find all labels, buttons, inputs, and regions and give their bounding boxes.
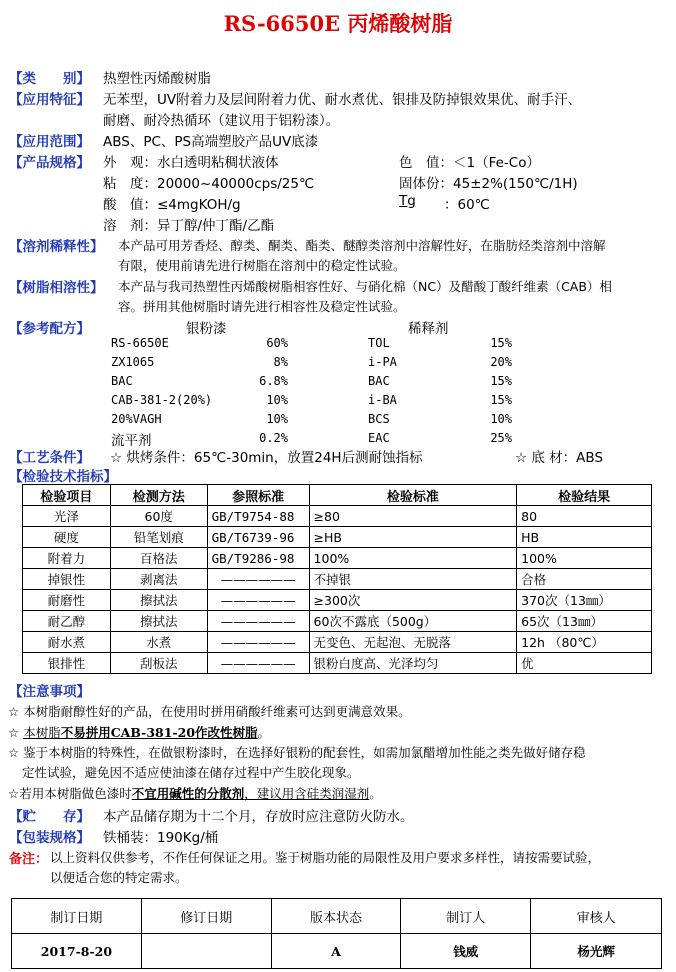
- test-result: 80: [517, 506, 652, 527]
- table-header: 参照标准: [207, 485, 309, 506]
- test-item: 光泽: [23, 506, 111, 527]
- formula-right-name: BCS: [368, 412, 390, 426]
- page-title: RS-6650E 丙烯酸树脂: [223, 11, 453, 36]
- test-label: 【检验技术指标】: [9, 469, 117, 485]
- note-2-e: 。: [257, 725, 271, 740]
- process-substrate: ☆ 底 材：ABS: [515, 450, 604, 466]
- specs-label: 【产品规格】: [9, 155, 90, 171]
- signoff-value-row: [12, 934, 662, 969]
- table-header: 检测方法: [110, 485, 207, 506]
- test-ref: GB/T6739-96: [207, 527, 309, 548]
- dilution-line2: 有限，使用前请先进行树脂在溶剂中的稳定性试验。: [118, 258, 406, 273]
- formula-left-head: 银粉漆: [186, 321, 227, 337]
- formula-left-amount: 0.2%: [259, 431, 288, 445]
- test-method: 刮板法: [110, 653, 207, 674]
- signoff-date: 2017-8-20: [12, 934, 142, 969]
- test-result: 100%: [517, 548, 652, 569]
- formula-right-name: EAC: [368, 431, 390, 445]
- test-standard: ≥HB: [309, 527, 517, 548]
- features-label: 【应用特征】: [9, 92, 90, 108]
- table-row: [23, 569, 652, 590]
- formula-left-amount: 8%: [273, 355, 288, 369]
- table-row: [23, 527, 652, 548]
- formula-right-name: i-BA: [368, 393, 397, 407]
- test-result: HB: [517, 527, 652, 548]
- test-ref: ——————: [207, 632, 309, 653]
- process-bake: ☆ 烘烤条件：65℃-30min，放置24H后测耐蚀指标: [110, 450, 423, 466]
- formula-right-amount: 20%: [490, 355, 512, 369]
- test-item: 耐水煮: [23, 632, 111, 653]
- compat-label: 【树脂相溶性】: [9, 280, 104, 296]
- test-standard: ≥300次: [309, 590, 517, 611]
- test-standard: 100%: [309, 548, 517, 569]
- formula-left-name: RS-6650E: [111, 336, 169, 350]
- test-method: 擦拭法: [110, 590, 207, 611]
- test-ref: ——————: [207, 611, 309, 632]
- remark-line1: 以上资料仅供参考，不作任何保证之用。鉴于树脂功能的局限性及用户要求多样性，请按需要试验，: [50, 850, 601, 865]
- signoff-header: 制订人: [401, 899, 531, 934]
- test-method: 水煮: [110, 632, 207, 653]
- test-standard: 不掉银: [309, 569, 517, 590]
- scope-value: ABS、PC、PS高端塑胶产品UV底漆: [103, 134, 319, 150]
- test-ref: GB/T9754-88: [207, 506, 309, 527]
- signoff-version: A: [271, 934, 401, 969]
- spec-solvent: 溶 剂：异丁醇/仲丁酯/乙酯: [103, 218, 275, 234]
- table-header: 检验标准: [309, 485, 517, 506]
- scope-label: 【应用范围】: [9, 134, 90, 150]
- dilution-label: 【溶剂稀释性】: [9, 239, 104, 255]
- test-item: 掉银性: [23, 569, 111, 590]
- table-header: 检验项目: [23, 485, 111, 506]
- note-3-line1: ☆ 鉴于本树脂的特殊性，在做银粉漆时，在选择好银粉的配套性，如需加氯醋增加性能之类先做好储存稳: [8, 745, 586, 760]
- test-item: 硬度: [23, 527, 111, 548]
- test-result: 370次（13㎜）: [517, 590, 652, 611]
- table-row: [23, 632, 652, 653]
- dilution-line1: 本产品可用芳香烃、醇类、酮类、酯类、醚醇类溶剂中溶解性好，在脂肪烃类溶剂中溶解: [118, 238, 606, 253]
- test-result: 合格: [517, 569, 652, 590]
- signoff-reviewer: 杨光辉: [531, 934, 662, 969]
- formula-left-name: 流平剂: [111, 433, 152, 449]
- formula-label: 【参考配方】: [9, 321, 90, 337]
- table-row: [23, 548, 652, 569]
- test-standard: ≥80: [309, 506, 517, 527]
- test-ref: ——————: [207, 569, 309, 590]
- test-standard: 无变色、无起泡、无脱落: [309, 632, 517, 653]
- table-row: [23, 653, 652, 674]
- signoff-table: [11, 898, 662, 969]
- test-table: [22, 484, 652, 674]
- formula-left-name: CAB-381-2(20%): [111, 393, 213, 407]
- category-value: 热塑性丙烯酸树脂: [103, 71, 211, 87]
- formula-right-head: 稀释剂: [408, 321, 449, 337]
- note-4-d: 。: [369, 786, 382, 801]
- test-ref: ——————: [207, 590, 309, 611]
- formula-left-name: ZX1065: [111, 355, 155, 369]
- test-method: 剥离法: [110, 569, 207, 590]
- note-2-c: CAB-381-20: [110, 725, 196, 740]
- test-method: 铅笔划痕: [110, 527, 207, 548]
- signoff-revision-date: [141, 934, 271, 969]
- storage-value: 本产品储存期为十二个月，存放时应注意防火防水。: [103, 809, 414, 825]
- spec-viscosity: 粘 度：20000~40000cps/25℃: [103, 176, 315, 192]
- features-line1: 无苯型，UV附着力及层间附着力优、耐水煮优、银排及防掉银效果优、耐手汗、: [103, 92, 582, 108]
- table-header: 检验结果: [517, 485, 652, 506]
- test-ref: GB/T9286-98: [207, 548, 309, 569]
- note-4-c: ，建议用含硅类润湿剂: [244, 786, 370, 801]
- formula-left-amount: 10%: [266, 393, 288, 407]
- test-ref: ——————: [207, 653, 309, 674]
- note-3-line2: 定性试验，避免因不适应使油漆在储存过程中产生胶化现象。: [22, 765, 360, 780]
- spec-tg-value: ：60℃: [444, 197, 490, 213]
- test-standard: 银粉白度高、光泽均匀: [309, 653, 517, 674]
- note-2-star: ☆: [8, 725, 24, 740]
- signoff-header: 修订日期: [141, 899, 271, 934]
- process-label: 【工艺条件】: [9, 450, 90, 466]
- formula-left-name: BAC: [111, 374, 133, 388]
- note-2-d: 作改性树脂: [195, 725, 258, 740]
- formula-left-amount: 10%: [266, 412, 288, 426]
- spec-acid: 酸 值：≤4mgKOH/g: [103, 197, 241, 213]
- test-method: 百格法: [110, 548, 207, 569]
- test-standard: 60次不露底（500g）: [309, 611, 517, 632]
- table-row: [23, 506, 652, 527]
- remark-line2: 以便适合您的特定需求。: [50, 870, 188, 885]
- category-label: 【类 别】: [9, 71, 90, 87]
- formula-left-name: 20%VAGH: [111, 412, 162, 426]
- note-2-b: 不易拼用: [60, 725, 111, 740]
- signoff-author: 钱威: [401, 934, 531, 969]
- note-4-b: 不宜用碱性的分散剂: [131, 786, 245, 801]
- table-header-row: [23, 485, 652, 506]
- signoff-header: 制订日期: [12, 899, 142, 934]
- compat-line2: 容。拼用其他树脂时请先进行相容性及稳定性试验。: [118, 299, 406, 314]
- test-result: 65次（13㎜）: [517, 611, 652, 632]
- formula-right-name: i-PA: [368, 355, 397, 369]
- test-item: 银排性: [23, 653, 111, 674]
- compat-line1: 本产品与我司热塑性丙烯酸树脂相容性好、与硝化棉（NC）及醋酸丁酸纤维素（CAB）相: [118, 279, 612, 294]
- test-item: 附着力: [23, 548, 111, 569]
- spec-appearance: 外 观：水白透明粘稠状液体: [103, 155, 279, 171]
- formula-left-amount: 6.8%: [259, 374, 288, 388]
- spec-color: 色 值：＜1（Fe-Co）: [399, 155, 540, 171]
- formula-right-amount: 25%: [490, 431, 512, 445]
- note-2: [8, 723, 270, 741]
- note-4: [8, 784, 382, 802]
- note-1: ☆ 本树脂耐醇性好的产品，在使用时拼用硝酸纤维素可达到更满意效果。: [8, 704, 411, 719]
- signoff-header: 审核人: [531, 899, 662, 934]
- signoff-header-row: [12, 899, 662, 934]
- table-row: [23, 590, 652, 611]
- test-item: 耐乙醇: [23, 611, 111, 632]
- packing-label: 【包装规格】: [9, 830, 90, 846]
- remark-label: 备注：: [9, 852, 49, 867]
- formula-right-amount: 15%: [490, 336, 512, 350]
- spec-solids: 固体份：45±2%(150℃/1H): [399, 176, 578, 192]
- test-method: 擦拭法: [110, 611, 207, 632]
- storage-label: 【贮 存】: [9, 809, 90, 825]
- note-2-a: 本树脂: [23, 725, 61, 740]
- formula-right-name: TOL: [368, 336, 390, 350]
- test-result: 12h （80℃）: [517, 632, 652, 653]
- formula-left-amount: 60%: [266, 336, 288, 350]
- formula-right-amount: 15%: [490, 393, 512, 407]
- packing-value: 铁桶装：190Kg/桶: [103, 830, 219, 846]
- test-result: 优: [517, 653, 652, 674]
- features-line2: 耐磨、耐冷热循环（建议用于铝粉漆）。: [103, 113, 340, 129]
- table-row: [23, 611, 652, 632]
- formula-right-name: BAC: [368, 374, 390, 388]
- notes-label: 【注意事项】: [9, 684, 90, 700]
- formula-right-amount: 10%: [490, 412, 512, 426]
- note-4-a: ☆若用本树脂做色漆时: [8, 786, 132, 801]
- signoff-header: 版本状态: [271, 899, 401, 934]
- test-method: 60度: [110, 506, 207, 527]
- test-item: 耐磨性: [23, 590, 111, 611]
- spec-tg-label: Tg: [399, 193, 416, 209]
- formula-right-amount: 15%: [490, 374, 512, 388]
